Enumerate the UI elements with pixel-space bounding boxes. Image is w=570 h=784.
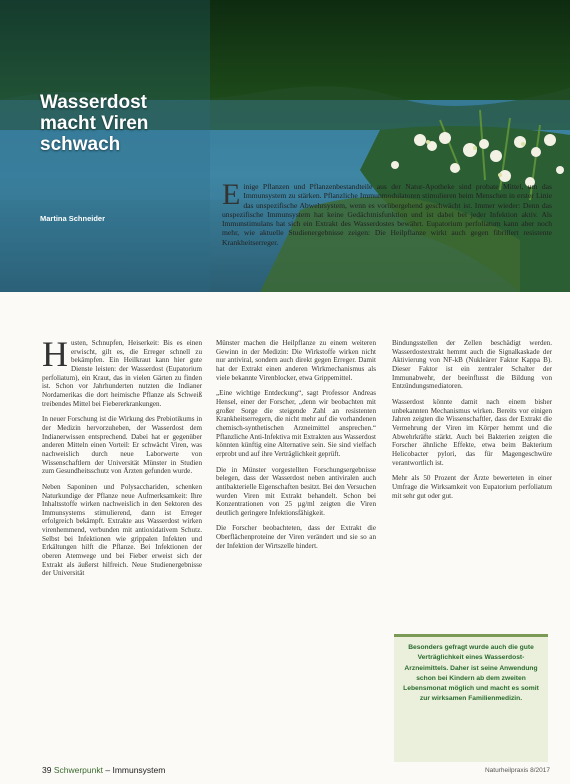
section-name: Schwerpunkt [53, 765, 103, 775]
body-paragraph: Die Forscher beobachteten, dass der Extrakt die Oberflächenproteine der Viren verändert und sie so an der Infektion der Wirtszelle hindert. [216, 524, 376, 550]
body-column-1 [42, 334, 202, 585]
body-column-3 [392, 339, 552, 507]
body-paragraph: Husten, Schnupfen, Heiserkeit: Bis es einen erwischt, gilt es, die Erreger schnell zu bekämpfen. Ein Heilkraut kann hier gute Dienste leisten: der Wasserdost (Eupatorium perfoliatum), ein Kraut, das in vielen Gärten zu finden ist. Schon vor Jahrhunderten nutzten die Indianer Nordamerikas die dort heimische Pflanze als Schweiß treibendes Mittel bei Fiebererkrankungen. [42, 334, 202, 408]
page-footer [20, 765, 550, 781]
body-column-2 [216, 339, 376, 557]
body-paragraph: Neben Saponinen und Polysacchariden, schenken Naturkundige der Pflanze neue Aufmerksamkeit: Ihre Inhaltsstoffe wirken nachweislich in den Sektoren des Immunsystems stimulierend, dann ist Erreger erfolgreich bekämpft. Extrakte aus Wasserdost wirken virenhemmend, verbunden mit antioxidativem Schutz. Selbst bei Infektionen wie grippalen Infekten und Erkältungen hilft die Pflanze. Bei Infektionen der oberen Atemwege und bei Fieber erweist sich der Extrakt als äußerst hilfreich. Neue Studienergebnisse der Universität [42, 482, 202, 578]
section-topic: Immunsystem [112, 765, 166, 775]
body-paragraph: Die in Münster vorgestellten Forschungsergebnisse belegen, dass der Wasserdost neben antiviralen auch antibakterielle Eigenschaften besitzt. Bei den Versuchen wurden Viren mit Extrakt behandelt. Schon bei Konzentrationen von 25 µg/ml zeigten die Viren deutlich geringere Infektionsfähigkeit. [216, 465, 376, 517]
intro-text: inige Pflanzen und Pflanzenbestandteile aus der Natur-Apotheke sind probate Mittel, um das Immunsystem zu stärken. Pflanzliche Immunmodulatoren stimulieren beim Menschen in erster Linie das unspezifische Abwehrsystem, wenn es vorübergehend geschwächt ist. Immer wieder: Denn das unspezifische Immunsystem hat keine Gedächtnisfunktion und ist dabei bei jeder Infektion aktiv. Als Immunstimulans hat sich ein Extrakt des Wasserdostes bewährt. Eupatorium perfoliatum kann aber noch mehr, wie aktuelle Studienergebnisse zeigen: Die Heilpflanze wirkt auch gegen fibrillert resistente Krankheitserreger. [222, 182, 552, 247]
body-paragraph: In neuer Forschung ist die Wirkung des Prebiotikums in der Medizin hervorzuheben, der Wasserdost dem Indianerwissen entsprechend. Dabei hat er gegenüber anderen Mitteln einen Vorteil: Er schwächt Viren, was nachweislich durch neue Laborwerte von Wissenschaftlern der Universität Münster in Studien zum Gesundheitsschutz von Ärzten gefunden wurde. [42, 415, 202, 476]
intro-dropcap: E [222, 178, 241, 211]
issue-label: Naturheilpraxis 8/2017 [484, 767, 550, 774]
author-name: Martina Schneider [40, 214, 106, 223]
footer-left: 39 Schwerpunkt – Immunsystem [42, 765, 166, 775]
article-intro [222, 178, 552, 247]
callout-box [394, 634, 548, 762]
body-paragraph: Mehr als 50 Prozent der Ärzte bewerteten in einer Umfrage die Wirksamkeit von Eupatorium perfoliatum mit sehr gut oder gut. [392, 474, 552, 500]
body-dropcap: H [42, 334, 68, 374]
article-title: Wasserdost macht Viren schwach [40, 92, 149, 155]
body-paragraph: Bindungsstellen der Zellen beschädigt werden. Wasserdostextrakt hemmt auch die Signalkaskade der Aktivierung von NF-kB (Nukleärer Faktor Kappa B). Dieser Faktor ist ein zentraler Schalter der Immunabwehr, der beeinflusst die Bildung von Entzündungsmediatoren. [392, 339, 552, 391]
page-number: 39 [42, 765, 52, 775]
body-paragraph: Wasserdost könnte damit nach einem bisher unbekannten Mechanismus wirken. Bereits vor einigen Jahren zeigten die Wissenschaftler, dass der Extrakt die Vermehrung der Viren im Körper hemmt und die Abwehrkräfte stärkt. Auch bei Bakterien zeigten die Forscher ähnliche Effekte, etwa beim Bakterium Helicobacter pylori, das für Magengeschwüre verantwortlich ist. [392, 397, 552, 467]
callout-text: Besonders gefragt wurde auch die gute Verträglichkeit eines Wasserdost-Arzneimittels. Daher ist seine Anwendung schon bei Kindern ab dem zweiten Lebensmonat möglich und macht es somit zur wirksamen Familienmedizin. [403, 644, 539, 703]
body-paragraph: Münster machen die Heilpflanze zu einem weiteren Gewinn in der Medizin: Die Wirkstoffe wirken nicht nur antiviral, sondern auch direkt gegen Erreger. Damit hat der Extrakt einen anderen Wirkmechanismus als viele bekannte Virenblocker, etwa Grippemittel. [216, 339, 376, 382]
body-paragraph: „Eine wichtige Entdeckung“, sagt Professor Andreas Hensel, einer der Forscher, „denn wir beobachten mit großer Sorge die steigende Zahl an resistenten Krankheitserregern, die nicht mehr auf die vorhandenen chemisch-synthetischen Arzneimittel ansprechen.“ Pflanzliche Anti-Infektiva mit Extrakten aus Wasserdost könnten künftig eine Alternative sein. Sie sind vielfach erprobt und auf ihre Verträglichkeit geprüft. [216, 389, 376, 458]
